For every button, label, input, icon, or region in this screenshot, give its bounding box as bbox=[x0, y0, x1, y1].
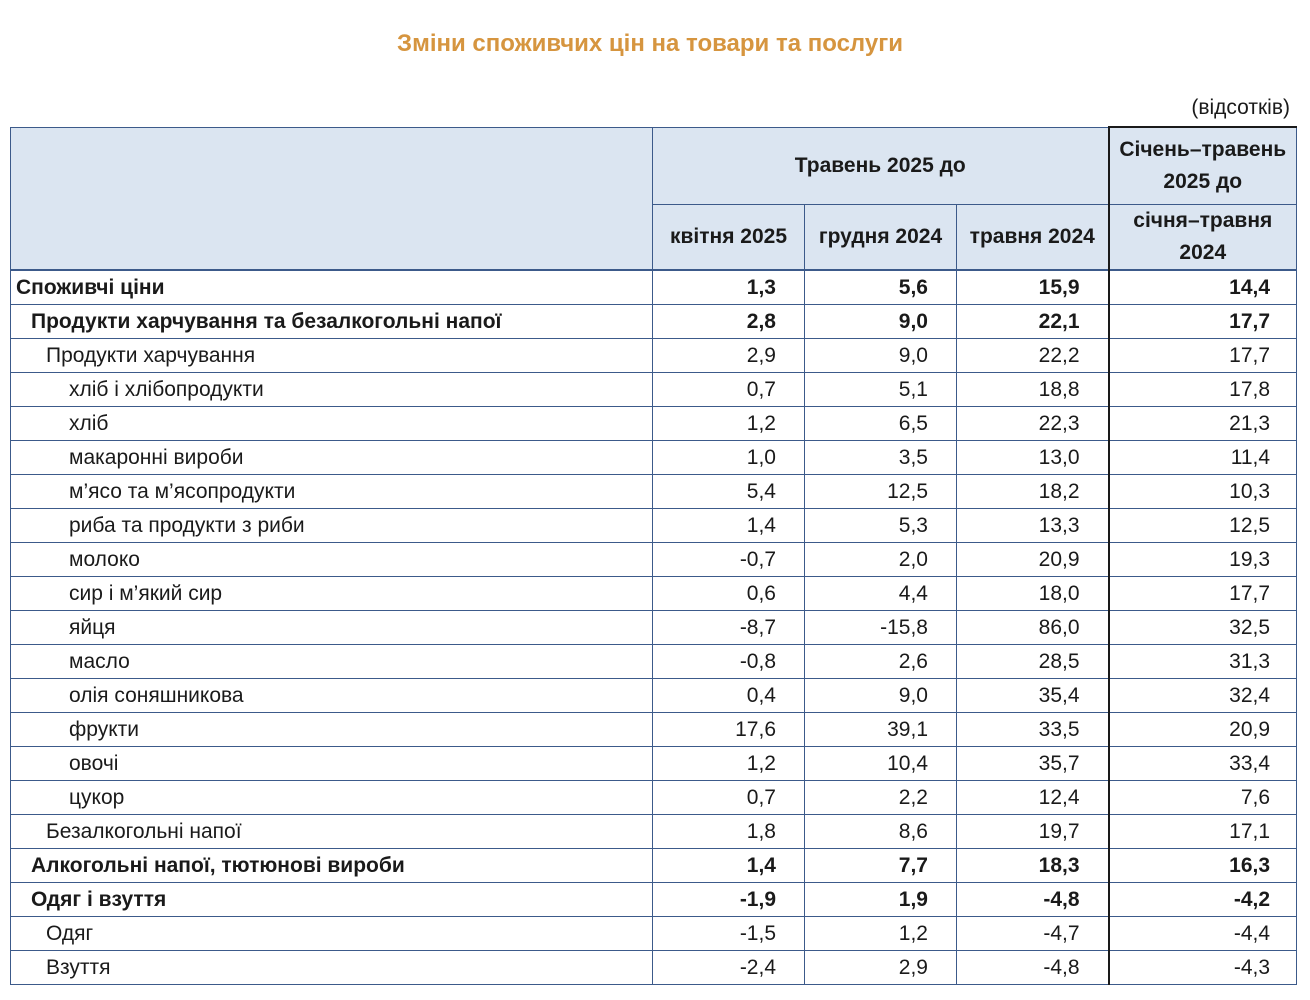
table-row bbox=[11, 951, 1297, 985]
table-row bbox=[11, 849, 1297, 883]
header-col-may-2024: травня 2024 bbox=[957, 205, 1109, 271]
value-may-2024: 35,7 bbox=[957, 747, 1109, 781]
row-label: яйця bbox=[11, 611, 653, 645]
value-may-2024: 35,4 bbox=[957, 679, 1109, 713]
table-body bbox=[11, 270, 1297, 985]
value-december-2024: 5,6 bbox=[805, 270, 957, 305]
value-jan-may-2024: 16,3 bbox=[1109, 849, 1297, 883]
value-december-2024: 2,0 bbox=[805, 543, 957, 577]
value-april-2025: -0,7 bbox=[653, 543, 805, 577]
row-label: Алкогольні напої, тютюнові вироби bbox=[11, 849, 653, 883]
value-april-2025: 2,8 bbox=[653, 305, 805, 339]
value-december-2024: 2,6 bbox=[805, 645, 957, 679]
value-jan-may-2024: 17,1 bbox=[1109, 815, 1297, 849]
page-title: Зміни споживчих цін на товари та послуги bbox=[397, 30, 903, 57]
value-december-2024: 2,2 bbox=[805, 781, 957, 815]
value-jan-may-2024: 7,6 bbox=[1109, 781, 1297, 815]
table-row bbox=[11, 713, 1297, 747]
row-label: Споживчі ціни bbox=[11, 270, 653, 305]
value-jan-may-2024: 32,5 bbox=[1109, 611, 1297, 645]
row-label: масло bbox=[11, 645, 653, 679]
value-april-2025: -8,7 bbox=[653, 611, 805, 645]
value-december-2024: 39,1 bbox=[805, 713, 957, 747]
value-may-2024: -4,8 bbox=[957, 951, 1109, 985]
value-jan-may-2024: 14,4 bbox=[1109, 270, 1297, 305]
row-label: макаронні вироби bbox=[11, 441, 653, 475]
row-label: молоко bbox=[11, 543, 653, 577]
header-col-april-2025: квітня 2025 bbox=[653, 205, 805, 271]
value-april-2025: 1,2 bbox=[653, 747, 805, 781]
table-row bbox=[11, 543, 1297, 577]
value-jan-may-2024: 21,3 bbox=[1109, 407, 1297, 441]
value-may-2024: 22,3 bbox=[957, 407, 1109, 441]
table-row bbox=[11, 917, 1297, 951]
value-jan-may-2024: 20,9 bbox=[1109, 713, 1297, 747]
table-row bbox=[11, 509, 1297, 543]
row-label: хліб і хлібопродукти bbox=[11, 373, 653, 407]
value-april-2025: 1,8 bbox=[653, 815, 805, 849]
value-may-2024: 86,0 bbox=[957, 611, 1109, 645]
value-april-2025: 0,7 bbox=[653, 373, 805, 407]
value-may-2024: 18,3 bbox=[957, 849, 1109, 883]
value-december-2024: 4,4 bbox=[805, 577, 957, 611]
value-december-2024: -15,8 bbox=[805, 611, 957, 645]
value-april-2025: 1,4 bbox=[653, 509, 805, 543]
value-december-2024: 1,9 bbox=[805, 883, 957, 917]
value-april-2025: 1,4 bbox=[653, 849, 805, 883]
value-may-2024: 18,0 bbox=[957, 577, 1109, 611]
row-label: Одяг і взуття bbox=[11, 883, 653, 917]
table-row bbox=[11, 611, 1297, 645]
value-december-2024: 12,5 bbox=[805, 475, 957, 509]
table-row bbox=[11, 305, 1297, 339]
header-group-jan-may-2025: Січень–травень 2025 до bbox=[1109, 127, 1297, 205]
table-row bbox=[11, 339, 1297, 373]
row-label: риба та продукти з риби bbox=[11, 509, 653, 543]
value-december-2024: 9,0 bbox=[805, 339, 957, 373]
value-december-2024: 9,0 bbox=[805, 679, 957, 713]
row-label: Одяг bbox=[11, 917, 653, 951]
value-december-2024: 5,1 bbox=[805, 373, 957, 407]
row-label: хліб bbox=[11, 407, 653, 441]
table-row bbox=[11, 577, 1297, 611]
value-december-2024: 7,7 bbox=[805, 849, 957, 883]
value-december-2024: 1,2 bbox=[805, 917, 957, 951]
row-label: Продукти харчування bbox=[11, 339, 653, 373]
value-jan-may-2024: 17,7 bbox=[1109, 339, 1297, 373]
value-may-2024: 12,4 bbox=[957, 781, 1109, 815]
table-row bbox=[11, 373, 1297, 407]
table-row bbox=[11, 407, 1297, 441]
table-row bbox=[11, 883, 1297, 917]
row-label: сир і м’який сир bbox=[11, 577, 653, 611]
value-april-2025: 0,6 bbox=[653, 577, 805, 611]
value-december-2024: 2,9 bbox=[805, 951, 957, 985]
header-group-may-2025: Травень 2025 до bbox=[653, 127, 1109, 205]
value-may-2024: -4,7 bbox=[957, 917, 1109, 951]
value-december-2024: 9,0 bbox=[805, 305, 957, 339]
value-april-2025: -0,8 bbox=[653, 645, 805, 679]
table-row bbox=[11, 645, 1297, 679]
table-row bbox=[11, 475, 1297, 509]
value-december-2024: 8,6 bbox=[805, 815, 957, 849]
value-may-2024: 13,3 bbox=[957, 509, 1109, 543]
value-may-2024: 28,5 bbox=[957, 645, 1109, 679]
value-april-2025: 1,2 bbox=[653, 407, 805, 441]
value-april-2025: 5,4 bbox=[653, 475, 805, 509]
table-row bbox=[11, 747, 1297, 781]
value-may-2024: 22,1 bbox=[957, 305, 1109, 339]
value-jan-may-2024: 11,4 bbox=[1109, 441, 1297, 475]
value-jan-may-2024: 32,4 bbox=[1109, 679, 1297, 713]
table-row bbox=[11, 781, 1297, 815]
row-label: Продукти харчування та безалкогольні напої bbox=[11, 305, 653, 339]
value-april-2025: 1,0 bbox=[653, 441, 805, 475]
row-label: цукор bbox=[11, 781, 653, 815]
value-jan-may-2024: 12,5 bbox=[1109, 509, 1297, 543]
row-label: фрукти bbox=[11, 713, 653, 747]
value-jan-may-2024: -4,2 bbox=[1109, 883, 1297, 917]
value-may-2024: 20,9 bbox=[957, 543, 1109, 577]
value-may-2024: 33,5 bbox=[957, 713, 1109, 747]
row-label: м’ясо та м’ясопродукти bbox=[11, 475, 653, 509]
value-april-2025: 0,7 bbox=[653, 781, 805, 815]
row-label: овочі bbox=[11, 747, 653, 781]
table-row bbox=[11, 679, 1297, 713]
value-jan-may-2024: 33,4 bbox=[1109, 747, 1297, 781]
value-december-2024: 6,5 bbox=[805, 407, 957, 441]
value-jan-may-2024: 17,7 bbox=[1109, 305, 1297, 339]
value-may-2024: 18,8 bbox=[957, 373, 1109, 407]
value-jan-may-2024: -4,4 bbox=[1109, 917, 1297, 951]
table-row bbox=[11, 815, 1297, 849]
value-may-2024: -4,8 bbox=[957, 883, 1109, 917]
value-jan-may-2024: 31,3 bbox=[1109, 645, 1297, 679]
value-may-2024: 13,0 bbox=[957, 441, 1109, 475]
value-april-2025: 17,6 bbox=[653, 713, 805, 747]
value-jan-may-2024: 19,3 bbox=[1109, 543, 1297, 577]
value-jan-may-2024: 17,8 bbox=[1109, 373, 1297, 407]
row-label: Безалкогольні напої bbox=[11, 815, 653, 849]
value-april-2025: 2,9 bbox=[653, 339, 805, 373]
units-label: (відсотків) bbox=[1191, 96, 1290, 119]
header-empty-cell bbox=[11, 127, 653, 270]
value-may-2024: 22,2 bbox=[957, 339, 1109, 373]
row-label: Взуття bbox=[11, 951, 653, 985]
header-col-jan-may-2024: січня–травня 2024 bbox=[1109, 205, 1297, 271]
table-row bbox=[11, 441, 1297, 475]
value-april-2025: 1,3 bbox=[653, 270, 805, 305]
value-december-2024: 5,3 bbox=[805, 509, 957, 543]
value-may-2024: 19,7 bbox=[957, 815, 1109, 849]
value-jan-may-2024: -4,3 bbox=[1109, 951, 1297, 985]
value-april-2025: 0,4 bbox=[653, 679, 805, 713]
table-row bbox=[11, 270, 1297, 305]
value-december-2024: 3,5 bbox=[805, 441, 957, 475]
value-jan-may-2024: 10,3 bbox=[1109, 475, 1297, 509]
price-changes-table bbox=[10, 126, 1297, 985]
value-april-2025: -1,9 bbox=[653, 883, 805, 917]
value-april-2025: -1,5 bbox=[653, 917, 805, 951]
header-col-december-2024: грудня 2024 bbox=[805, 205, 957, 271]
value-may-2024: 15,9 bbox=[957, 270, 1109, 305]
value-december-2024: 10,4 bbox=[805, 747, 957, 781]
value-jan-may-2024: 17,7 bbox=[1109, 577, 1297, 611]
value-may-2024: 18,2 bbox=[957, 475, 1109, 509]
value-april-2025: -2,4 bbox=[653, 951, 805, 985]
row-label: олія соняшникова bbox=[11, 679, 653, 713]
